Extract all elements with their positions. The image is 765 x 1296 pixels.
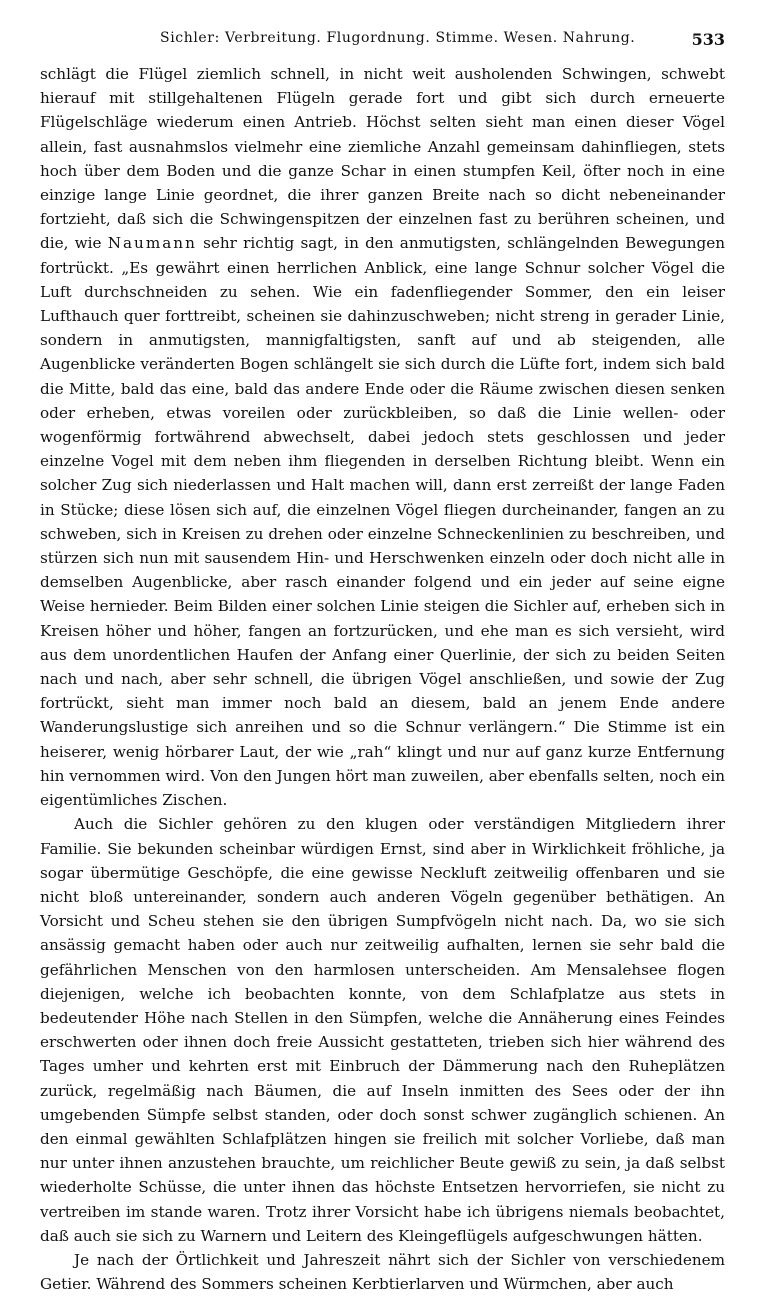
text-run: Je nach der Örtlichkeit und Jahreszeit nährt sich der Sichler von verschiedenem Getier. Während des Sommers scheinen Kerbtierlarven und Würmchen, aber auch [40,1250,725,1294]
paragraph-2 [40,812,725,1248]
running-head: Sichler: Verbreitung. Flugordnung. Stimme. Wesen. Nahrung. [160,30,636,46]
text-run: sehr richtig sagt, in den anmutigsten, schlängelnden Bewegungen fortrückt. „Es gewährt einen herrlichen Anblick, eine lange Schnur solcher Vögel die Luft durchschneiden zu sehen. Wie ein fadenfliegender Sommer, den ein leiser Lufthauch quer forttreibt, scheinen sie dahinzuschweben; nicht streng in gerader Linie, sondern in anmutigsten, mannigfaltigsten, sanft auf und ab steigenden, alle Augenblicke veränderten Bogen schlängelt sie sich durch die Lüfte fort, indem sich bald die Mitte, bald das eine, bald das andere Ende oder die Räume zwischen diesen senken oder erheben, etwas voreilen oder zurückbleiben, so daß die Linie wellen- oder wogenförmig fortwährend abwechselt, dabei jedoch stets geschlossen und jeder einzelne Vogel mit dem neben ihm fliegenden in derselben Richtung bleibt. Wenn ein solcher Zug sich niederlassen und Halt machen will, dann erst zerreißt der lange Faden in Stücke; diese lösen sich auf, die einzelnen Vögel fliegen durcheinander, fangen an zu schweben, sich in Kreisen zu drehen oder einzelne Schneckenlinien zu beschreiben, und stürzen sich nun mit sausendem Hin- und Herschwenken einzeln oder doch nicht alle in demselben Augenblicke, aber rasch einander folgend und ein jeder auf seine eigne Weise hernieder. Beim Bilden einer solchen Linie steigen die Sichler auf, erheben sich in Kreisen höher und höher, fangen an fortzurücken, und ehe man es sich versieht, wird aus dem unordentlichen Haufen der Anfang einer Querlinie, der sich zu beiden Seiten nach und nach, aber sehr schnell, die übrigen Vögel anschließen, und sowie der Zug fortrückt, sieht man immer noch bald an diesem, bald an jenem Ende andere Wanderungslustige sich anreihen und so die Schnur verlängern.“ Die Stimme ist ein heiserer, wenig hörbarer Laut, der wie „rah“ klingt und nur auf ganz kurze Entfernung hin vernommen wird. Von den Jungen hört man zuweilen, aber ebenfalls selten, noch ein eigentümliches Zischen. [40,234,725,810]
text-run: Auch die Sichler gehören zu den klugen oder verständigen Mitgliedern ihrer Familie. Sie bekunden scheinbar würdigen Ernst, sind aber in Wirklichkeit fröhliche, ja sogar übermütige Geschöpfe, die eine gewisse Neckluft zeitweilig offenbaren und sie nicht bloß untereinander, sondern auch anderen Vögeln gegenüber bethätigen. An Vorsicht und Scheu stehen sie den übrigen Sumpfvögeln nicht nach. Da, wo sie sich ansässig gemacht haben oder auch nur zeitweilig aufhalten, lernen sie sehr bald die gefährlichen Menschen von den harmlosen unterscheiden. Am Mensalehsee flogen diejenigen, welche ich beobachten konnte, von dem Schlafplatze aus stets in bedeutender Höhe nach Stellen in den Sümpfen, welche die Annäherung eines Feindes erschwerten oder ihnen doch freie Aussicht gestatteten, trieben sich hier während des Tages umher und kehrten erst mit Einbruch der Dämmerung nach den Ruheplätzen zurück, regelmäßig nach Bäumen, die auf Inseln inmitten des Sees oder der ihn umgebenden Sümpfe selbst standen, oder doch sonst schwer zugänglich schienen. An den einmal gewählten Schlafplätzen hingen sie freilich mit solcher Vorliebe, daß man nur unter ihnen anzustehen brauchte, um reichlicher Beute gewiß zu sein, ja daß selbst wiederholte Schüsse, die unter ihnen das höchste Entsetzen hervorriefen, sie nicht zu vertreiben im stande waren. Trotz ihrer Vorsicht habe ich übrigens niemals beobachtet, daß auch sie sich zu Warnern und Leitern des Kleingeflügels aufgeschwungen hätten. [40,815,725,1245]
page-header [40,30,725,54]
body-text [40,62,725,1296]
text-run: schlägt die Flügel ziemlich schnell, in nicht weit ausholenden Schwingen, schwebt hierauf mit stillgehaltenen Flügeln gerade fort und gibt sich durch erneuerte Flügelschläge wiederum einen Antrieb. Höchst selten sieht man einen dieser Vögel allein, fast ausnahmslos vielmehr eine ziemliche Anzahl gemeinsam dahinfliegen, stets hoch über dem Boden und die ganze Schar in einen stumpfen Keil, öfter noch in eine einzige lange Linie geordnet, die ihrer ganzen Breite nach so dicht nebeneinander fortzieht, daß sich die Schwingenspitzen der einzelnen fast zu berühren scheinen, und die, wie [40,65,725,253]
page-number: 533 [691,30,725,49]
paragraph-3 [40,1248,725,1296]
author-name-naumann: Naumann [107,234,197,253]
paragraph-1 [40,62,725,812]
